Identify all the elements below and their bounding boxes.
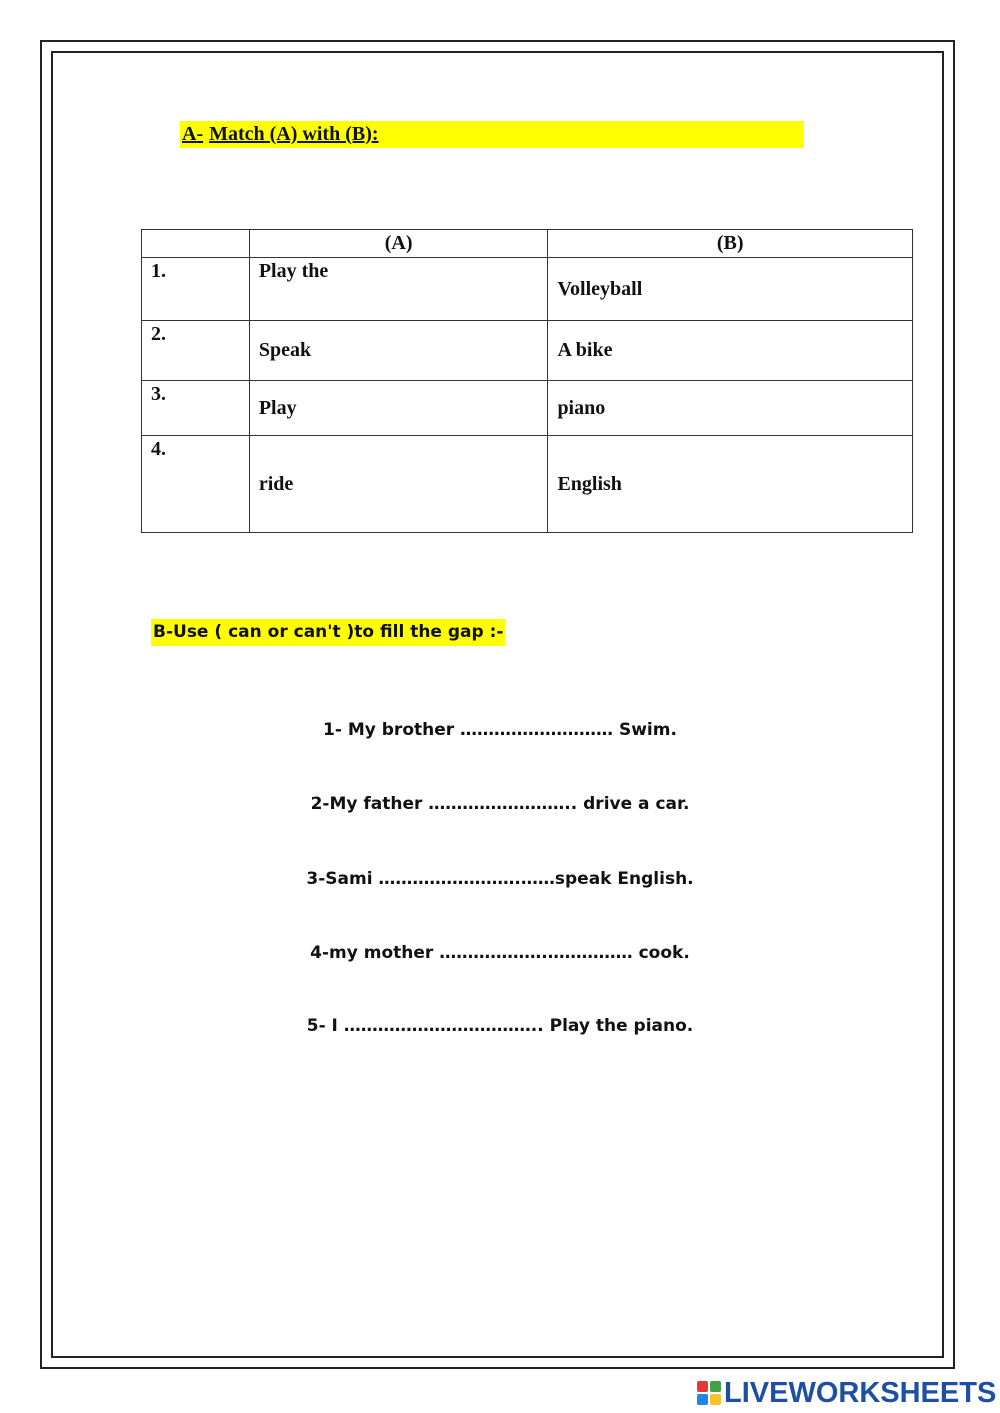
section-a-title: Match (A) with (B): <box>209 123 379 145</box>
column-a-cell: Play the <box>249 258 548 321</box>
row-number: 4. <box>142 436 250 533</box>
table-row <box>142 258 913 321</box>
logo-square-3 <box>697 1394 708 1405</box>
section-a-prefix: A- <box>182 123 204 145</box>
header-number <box>142 230 250 258</box>
section-b-heading: B-Use ( can or can't )to fill the gap :- <box>151 619 505 646</box>
table-row <box>142 321 913 381</box>
section-a-heading <box>180 121 804 148</box>
logo-square-2 <box>710 1381 721 1392</box>
match-table <box>141 229 913 533</box>
table-header-row <box>142 230 913 258</box>
header-b: (B) <box>548 230 913 258</box>
gap-sentence-4: 4-my mother ……………….…………… cook. <box>310 943 690 963</box>
gap-sentence-3: 3-Sami …………………….……speak English. <box>306 869 694 889</box>
column-a-cell: Speak <box>249 321 548 381</box>
gap-sentence-1: 1- My brother ……………………… Swim. <box>323 720 677 740</box>
header-a: (A) <box>249 230 548 258</box>
table-row <box>142 436 913 533</box>
row-number: 3. <box>142 381 250 436</box>
column-b-cell: Volleyball <box>548 258 913 321</box>
column-a-cell: Play <box>249 381 548 436</box>
row-number: 2. <box>142 321 250 381</box>
logo-square-4 <box>710 1394 721 1405</box>
gap-sentence-5: 5- I …………………………….. Play the piano. <box>306 1016 694 1036</box>
table-row <box>142 381 913 436</box>
liveworksheets-logo-icon <box>697 1381 721 1405</box>
column-a-cell: ride <box>249 436 548 533</box>
brand-name: LIVEWORKSHEETS <box>724 1377 997 1409</box>
column-b-cell: A bike <box>548 321 913 381</box>
liveworksheets-brand[interactable] <box>697 1377 996 1409</box>
column-b-cell: English <box>548 436 913 533</box>
gap-sentence-2: 2-My father …………………….. drive a car. <box>310 794 690 814</box>
row-number: 1. <box>142 258 250 321</box>
column-b-cell: piano <box>548 381 913 436</box>
logo-square-1 <box>697 1381 708 1392</box>
